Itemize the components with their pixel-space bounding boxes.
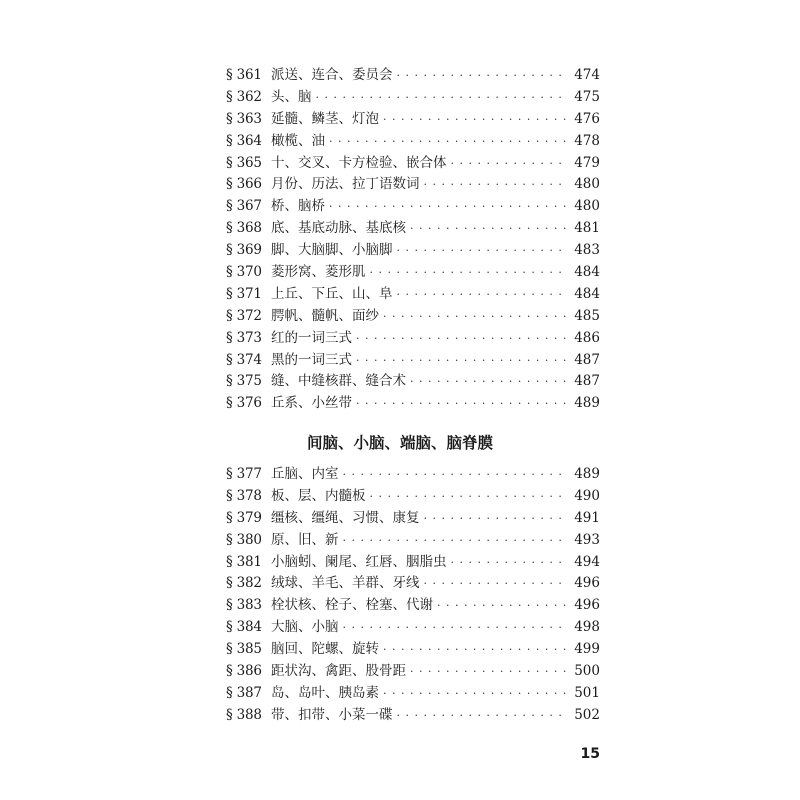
dot-leader [329, 131, 568, 153]
dot-leader [383, 109, 568, 131]
dot-leader [343, 530, 569, 552]
toc-entry [226, 240, 600, 262]
toc-entry [226, 393, 600, 415]
entry-page-number: 480 [574, 198, 600, 215]
toc-entry [226, 350, 600, 372]
entry-page-number: 479 [574, 154, 600, 171]
dot-leader [397, 65, 569, 87]
entry-title: 派送、连合、委员会 [271, 67, 393, 83]
section-number: § 382 [226, 575, 262, 592]
toc-entry [226, 508, 600, 530]
section-number: § 379 [226, 509, 262, 526]
entry-page-number: 487 [574, 351, 600, 368]
entry-page-number: 484 [574, 285, 600, 302]
toc-entry [226, 573, 600, 595]
dot-leader [424, 508, 569, 530]
section-number: § 364 [226, 132, 262, 149]
section-number: § 363 [226, 110, 262, 127]
entry-title: 距状沟、禽距、股骨距 [271, 663, 406, 680]
entry-page-number: 485 [574, 307, 600, 324]
section-number: § 362 [226, 88, 262, 105]
dot-leader [424, 573, 569, 595]
entry-title: 头、脑 [271, 88, 312, 105]
section-heading: 间脑、小脑、端脑、脑脊膜 [306, 434, 493, 452]
toc-section-2 [226, 464, 600, 727]
entry-title: 底、基底动脉、基底核 [271, 220, 406, 237]
entry-title: 缰核、缰绳、习惯、康复 [271, 509, 420, 526]
entry-page-number: 493 [574, 531, 600, 548]
toc-entry [226, 530, 600, 552]
entry-title: 菱形窝、菱形肌 [271, 264, 366, 281]
section-number: § 377 [226, 466, 262, 482]
toc-entry [226, 65, 600, 87]
dot-leader [451, 153, 569, 175]
entry-title: 岛、岛叶、胰岛素 [271, 684, 379, 701]
section-number: § 387 [226, 684, 262, 701]
section-number: § 383 [226, 597, 262, 614]
entry-title: 脚、大脑脚、小脑脚 [271, 242, 393, 259]
entry-page-number: 476 [574, 110, 600, 127]
entry-title: 脑回、陀螺、旋转 [271, 641, 379, 658]
toc-entry [226, 617, 600, 639]
toc-entry [226, 464, 600, 486]
section-number: § 367 [226, 198, 262, 215]
toc-entry [226, 131, 600, 153]
toc-entry [226, 262, 600, 284]
dot-leader [410, 218, 568, 240]
toc-entry [226, 174, 600, 196]
entry-title: 板、层、内髓板 [271, 487, 366, 504]
entry-title: 大脑、小脑 [271, 619, 339, 636]
entry-page-number: 498 [574, 619, 600, 636]
toc-entry [226, 639, 600, 661]
entry-title: 桥、脑桥 [271, 198, 325, 215]
toc-entry [226, 109, 600, 131]
entry-title: 绒球、羊毛、羊群、牙线 [271, 575, 420, 592]
section-number: § 371 [226, 285, 262, 302]
section-number: § 368 [226, 220, 262, 237]
toc-entry [226, 371, 600, 393]
page-number: 15 [580, 746, 600, 762]
entry-page-number: 496 [574, 597, 600, 614]
toc-entry [226, 196, 600, 218]
entry-page-number: 496 [574, 575, 600, 592]
toc-entry [226, 705, 600, 727]
dot-leader [356, 393, 568, 415]
section-number: § 384 [226, 619, 262, 636]
entry-title: 红的一词三式 [271, 329, 352, 346]
section-number: § 361 [226, 67, 262, 83]
dot-leader [437, 595, 568, 617]
entry-title: 腭帆、髓帆、面纱 [271, 307, 379, 324]
toc-entry [226, 153, 600, 175]
section-number: § 375 [226, 373, 262, 390]
toc-entry [226, 552, 600, 574]
dot-leader [356, 350, 568, 372]
toc-entry [226, 661, 600, 683]
entry-page-number: 475 [574, 88, 600, 105]
entry-page-number: 486 [574, 329, 600, 346]
dot-leader [356, 328, 568, 350]
section-number: § 378 [226, 487, 262, 504]
dot-leader [343, 464, 569, 486]
section-number: § 381 [226, 553, 262, 570]
section-number: § 370 [226, 264, 262, 281]
entry-page-number: 502 [574, 706, 600, 723]
dot-leader [370, 486, 569, 508]
dot-leader [424, 174, 569, 196]
section-number: § 380 [226, 531, 262, 548]
section-number: § 385 [226, 641, 262, 658]
entry-page-number: 483 [574, 242, 600, 259]
toc-entry [226, 595, 600, 617]
toc-entry [226, 486, 600, 508]
dot-leader [383, 306, 568, 328]
dot-leader [383, 639, 568, 661]
section-number: § 365 [226, 154, 262, 171]
entry-page-number: 487 [574, 373, 600, 390]
dot-leader [329, 196, 568, 218]
toc-entry [226, 306, 600, 328]
section-number: § 372 [226, 307, 262, 324]
entry-title: 小脑蚓、阑尾、红唇、胭脂虫 [271, 553, 447, 570]
entry-page-number: 499 [574, 641, 600, 658]
toc-entry [226, 218, 600, 240]
section-number: § 369 [226, 242, 262, 259]
dot-leader [397, 705, 569, 727]
entry-title: 月份、历法、拉丁语数词 [271, 176, 420, 193]
entry-page-number: 500 [574, 663, 600, 680]
dot-leader [410, 661, 568, 683]
entry-title: 原、旧、新 [271, 531, 339, 548]
section-number: § 376 [226, 395, 262, 412]
dot-leader [397, 284, 569, 306]
entry-title: 上丘、下丘、山、阜 [271, 285, 393, 302]
section-number: § 388 [226, 706, 262, 723]
toc-entry [226, 328, 600, 350]
dot-leader [316, 87, 569, 109]
dot-leader [343, 617, 569, 639]
entry-title: 栓状核、栓子、栓塞、代谢 [271, 597, 433, 614]
entry-page-number: 489 [574, 395, 600, 412]
entry-page-number: 474 [574, 67, 600, 83]
entry-page-number: 489 [574, 466, 600, 482]
entry-page-number: 490 [574, 487, 600, 504]
section-number: § 366 [226, 176, 262, 193]
entry-title: 丘系、小丝带 [271, 395, 352, 412]
section-number: § 374 [226, 351, 262, 368]
section-number: § 386 [226, 663, 262, 680]
entry-title: 橄榄、油 [271, 132, 325, 149]
section-number: § 373 [226, 329, 262, 346]
entry-page-number: 481 [574, 220, 600, 237]
entry-page-number: 478 [574, 132, 600, 149]
toc-section-1 [226, 65, 600, 415]
toc-entry [226, 683, 600, 705]
entry-title: 黑的一词三式 [271, 351, 352, 368]
entry-page-number: 494 [574, 553, 600, 570]
entry-title: 带、扣带、小菜一碟 [271, 706, 393, 723]
dot-leader [383, 683, 568, 705]
entry-title: 缝、中缝核群、缝合术 [271, 373, 406, 390]
dot-leader [397, 240, 569, 262]
entry-page-number: 491 [574, 509, 600, 526]
entry-title: 十、交叉、卡方检验、嵌合体 [271, 154, 447, 171]
toc-entry [226, 284, 600, 306]
toc-entry [226, 87, 600, 109]
dot-leader [370, 262, 569, 284]
dot-leader [451, 552, 569, 574]
entry-title: 丘脑、内室 [271, 466, 339, 482]
entry-page-number: 484 [574, 264, 600, 281]
entry-title: 延髓、鳞茎、灯泡 [271, 110, 379, 127]
entry-page-number: 480 [574, 176, 600, 193]
dot-leader [410, 371, 568, 393]
entry-page-number: 501 [574, 684, 600, 701]
